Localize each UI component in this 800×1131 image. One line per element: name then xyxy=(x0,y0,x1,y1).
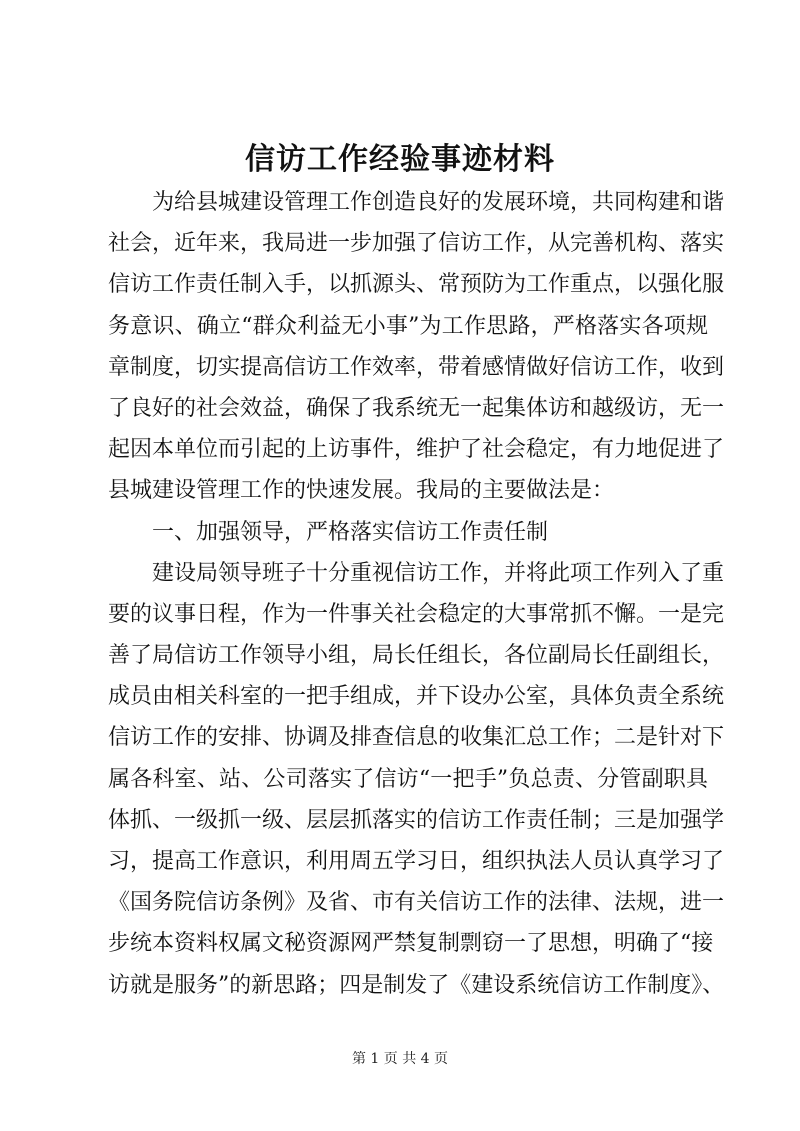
body-line: 了良好的社会效益，确保了我系统无一起集体访和越级访，无一 xyxy=(108,395,725,421)
body-line: 务意识、确立“群众利益无小事”为工作思路，严格落实各项规 xyxy=(108,313,708,339)
body-line: 信访工作责任制入手，以抓源头、常预防为工作重点，以强化服 xyxy=(108,272,725,298)
body-line: 县城建设管理工作的快速发展。我局的主要做法是： xyxy=(108,478,615,504)
body-line: 《国务院信访条例》及省、市有关信访工作的法律、法规，进一 xyxy=(108,890,725,916)
body-line: 为给县城建设管理工作创造良好的发展环境，共同构建和谐 xyxy=(152,190,725,215)
body-line: 要的议事日程，作为一件事关社会稳定的大事常抓不懈。一是完 xyxy=(108,601,725,627)
body-line: 起因本单位而引起的上访事件，维护了社会稳定，有力地促进了 xyxy=(108,437,725,463)
body-line: 步统本资料权属文秘资源网严禁复制剽窃一了思想，明确了“接 xyxy=(108,931,714,957)
page-footer xyxy=(0,1049,800,1069)
body-line: 访就是服务”的新思路；四是制发了《建设系统信访工作制度》、 xyxy=(108,972,725,998)
section-heading: 一、加强领导，严格落实信访工作责任制 xyxy=(152,519,549,545)
body-line: 成员由相关科室的一把手组成，并下设办公室，具体负责全系统 xyxy=(108,684,725,710)
body-line: 习，提高工作意识，利用周五学习日，组织执法人员认真学习了 xyxy=(108,849,725,874)
body-line: 建设局领导班子十分重视信访工作，并将此项工作列入了重 xyxy=(152,560,725,586)
body-line: 善了局信访工作领导小组，局长任组长，各位副局长任副组长， xyxy=(108,643,725,669)
page-indicator: 第 1 页 共 4 页 xyxy=(351,1051,449,1067)
body-line: 社会，近年来，我局进一步加强了信访工作，从完善机构、落实 xyxy=(108,231,725,257)
body-line: 体抓、一级抓一级、层层抓落实的信访工作责任制；三是加强学 xyxy=(108,807,725,833)
document-body xyxy=(108,182,725,1006)
body-line: 属各科室、站、公司落实了信访“一把手”负总责、分管副职具 xyxy=(108,766,708,792)
body-line: 信访工作的安排、协调及排查信息的收集汇总工作；二是针对下 xyxy=(108,725,725,751)
body-line: 章制度，切实提高信访工作效率，带着感情做好信访工作，收到 xyxy=(108,354,725,380)
document-title: 信访工作经验事迹材料 xyxy=(245,142,555,177)
